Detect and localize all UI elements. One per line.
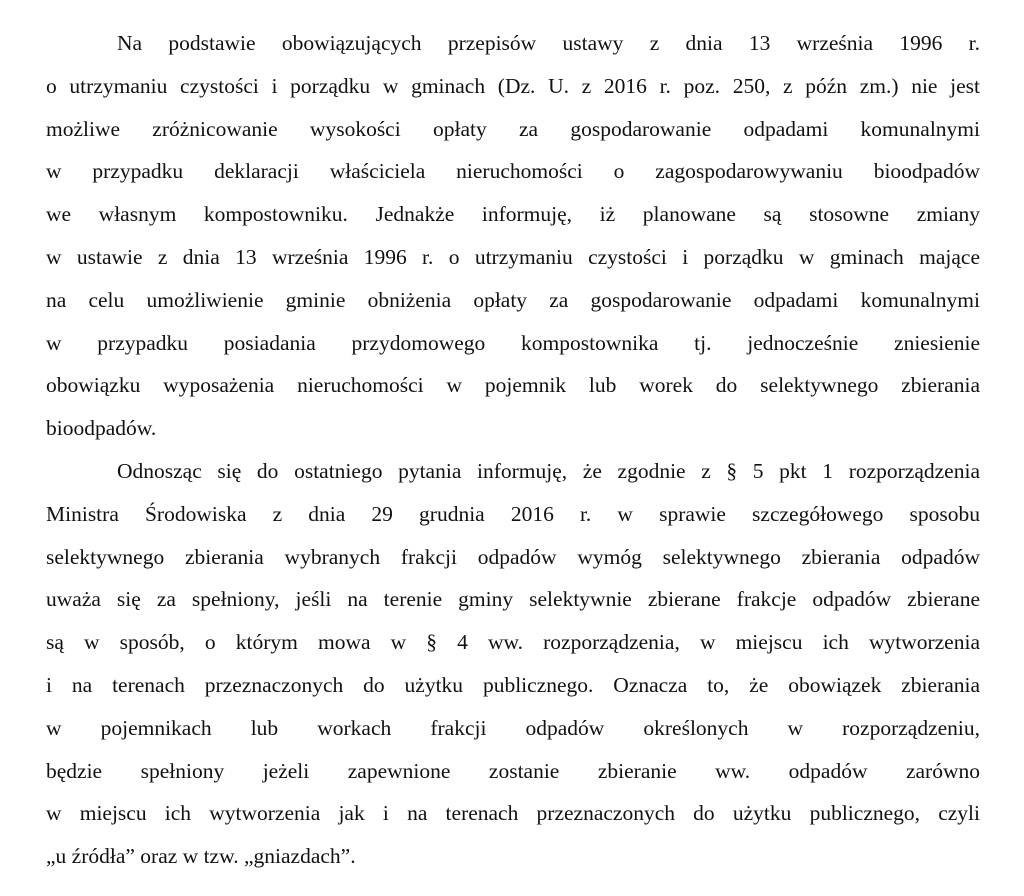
text-line: są w sposób, o którym mowa w § 4 ww. rozporządzenia, w miejscu ich wytworzenia <box>46 630 980 655</box>
text-line: „u źródła” oraz w tzw. „gniazdach”. <box>46 844 356 869</box>
text-line: na celu umożliwienie gminie obniżenia opłaty za gospodarowanie odpadami komunalnymi <box>46 287 980 312</box>
text-line: Ministra Środowiska z dnia 29 grudnia 2016 r. w sprawie szczegółowego sposobu <box>46 501 980 526</box>
text-line: w pojemnikach lub workach frakcji odpadów określonych w rozporządzeniu, <box>46 715 980 740</box>
text-line: Na podstawie obowiązujących przepisów ustawy z dnia 13 września 1996 r. <box>117 31 980 55</box>
text-line: bioodpadów. <box>46 416 157 441</box>
text-line: w ustawie z dnia 13 września 1996 r. o utrzymaniu czystości i porządku w gminach mające <box>46 244 980 269</box>
paragraph-2 <box>46 450 980 878</box>
text-line: o utrzymaniu czystości i porządku w gminach (Dz. U. z 2016 r. poz. 250, z późn zm.) nie jest <box>46 73 980 98</box>
document-page <box>46 22 980 878</box>
text-line: i na terenach przeznaczonych do użytku publicznego. Oznacza to, że obowiązek zbierania <box>46 672 980 697</box>
text-line: uważa się za spełniony, jeśli na terenie gminy selektywnie zbierane frakcje odpadów zbierane <box>46 587 980 612</box>
text-line: będzie spełniony jeżeli zapewnione zostanie zbieranie ww. odpadów zarówno <box>46 758 980 783</box>
text-line: w przypadku posiadania przydomowego kompostownika tj. jednocześnie zniesienie <box>46 330 980 355</box>
text-line: w miejscu ich wytworzenia jak i na terenach przeznaczonych do użytku publicznego, czyli <box>46 801 980 826</box>
text-line: Odnosząc się do ostatniego pytania informuję, że zgodnie z § 5 pkt 1 rozporządzenia <box>117 458 980 483</box>
text-line: możliwe zróżnicowanie wysokości opłaty za gospodarowanie odpadami komunalnymi <box>46 116 980 141</box>
text-line: we własnym kompostowniku. Jednakże informuję, iż planowane są stosowne zmiany <box>46 202 980 227</box>
text-line: obowiązku wyposażenia nieruchomości w pojemnik lub worek do selektywnego zbierania <box>46 373 980 398</box>
paragraph-1 <box>46 22 980 450</box>
text-line: w przypadku deklaracji właściciela nieruchomości o zagospodarowywaniu bioodpadów <box>46 159 980 184</box>
text-line: selektywnego zbierania wybranych frakcji odpadów wymóg selektywnego zbierania odpadów <box>46 544 980 569</box>
